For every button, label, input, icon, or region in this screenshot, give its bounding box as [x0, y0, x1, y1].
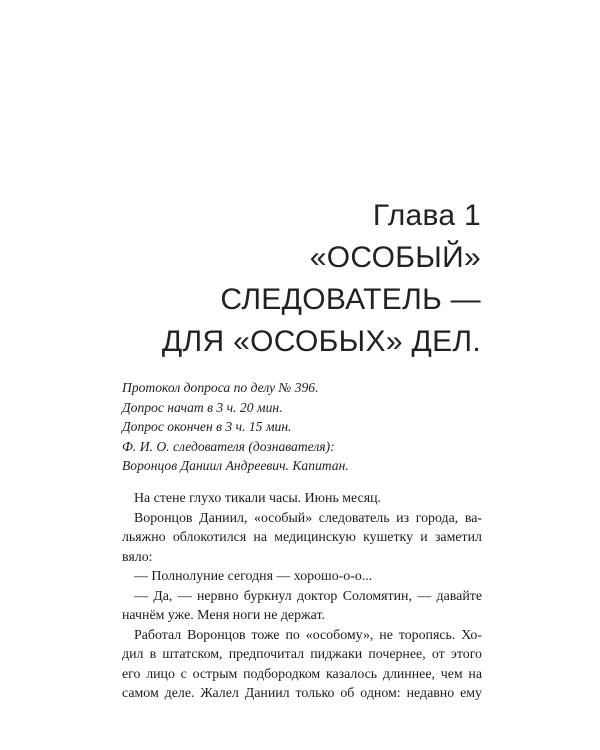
protocol-line: Допрос начат в 3 ч. 20 мин. — [122, 399, 283, 415]
body-line: его лицо с острым подбородком казалось длиннее, чем на — [122, 666, 482, 682]
body-text — [122, 489, 482, 704]
chapter-title-line: «ОСОБЫЙ» — [309, 241, 481, 274]
body-line: Воронцов Даниил, «особый» следователь из города, ва- — [134, 510, 482, 526]
chapter-number: Глава 1 — [372, 199, 481, 232]
body-line: начнём уже. Меня ноги не держат. — [122, 608, 325, 623]
chapter-heading — [101, 195, 481, 363]
body-line: самом деле. Жалел Даниил только об одном: недавно ему — [122, 686, 482, 701]
body-line: На стене глухо тикали часы. Июнь месяц. — [134, 491, 382, 506]
protocol-line: Протокол допроса по делу № 396. — [122, 380, 319, 395]
body-line: Работал Воронцов тоже по «особому», не торопясь. Хо- — [134, 627, 482, 643]
body-line: льяжно облокотился на медицинскую кушетку и заметил — [122, 530, 482, 545]
chapter-title-line: ДЛЯ «ОСОБЫХ» ДЕЛ. — [161, 325, 481, 358]
protocol-line: Допрос окончен в 3 ч. 15 мин. — [122, 419, 292, 434]
protocol-block — [122, 378, 482, 476]
chapter-title-line: СЛЕДОВАТЕЛЬ — — [220, 283, 481, 316]
body-line: — Да, — нервно буркнул доктор Соломятин, — давайте — [134, 588, 482, 604]
body-line: — Полнолуние сегодня — хорошо-о-о... — [134, 569, 373, 584]
body-line: дил в штатском, предпочитал пиджаки почернее, от этого — [122, 647, 482, 662]
body-line: вяло: — [122, 549, 153, 565]
protocol-line: Воронцов Даниил Андреевич. Капитан. — [122, 458, 349, 473]
protocol-line: Ф. И. О. следователя (дознавателя): — [122, 438, 335, 454]
